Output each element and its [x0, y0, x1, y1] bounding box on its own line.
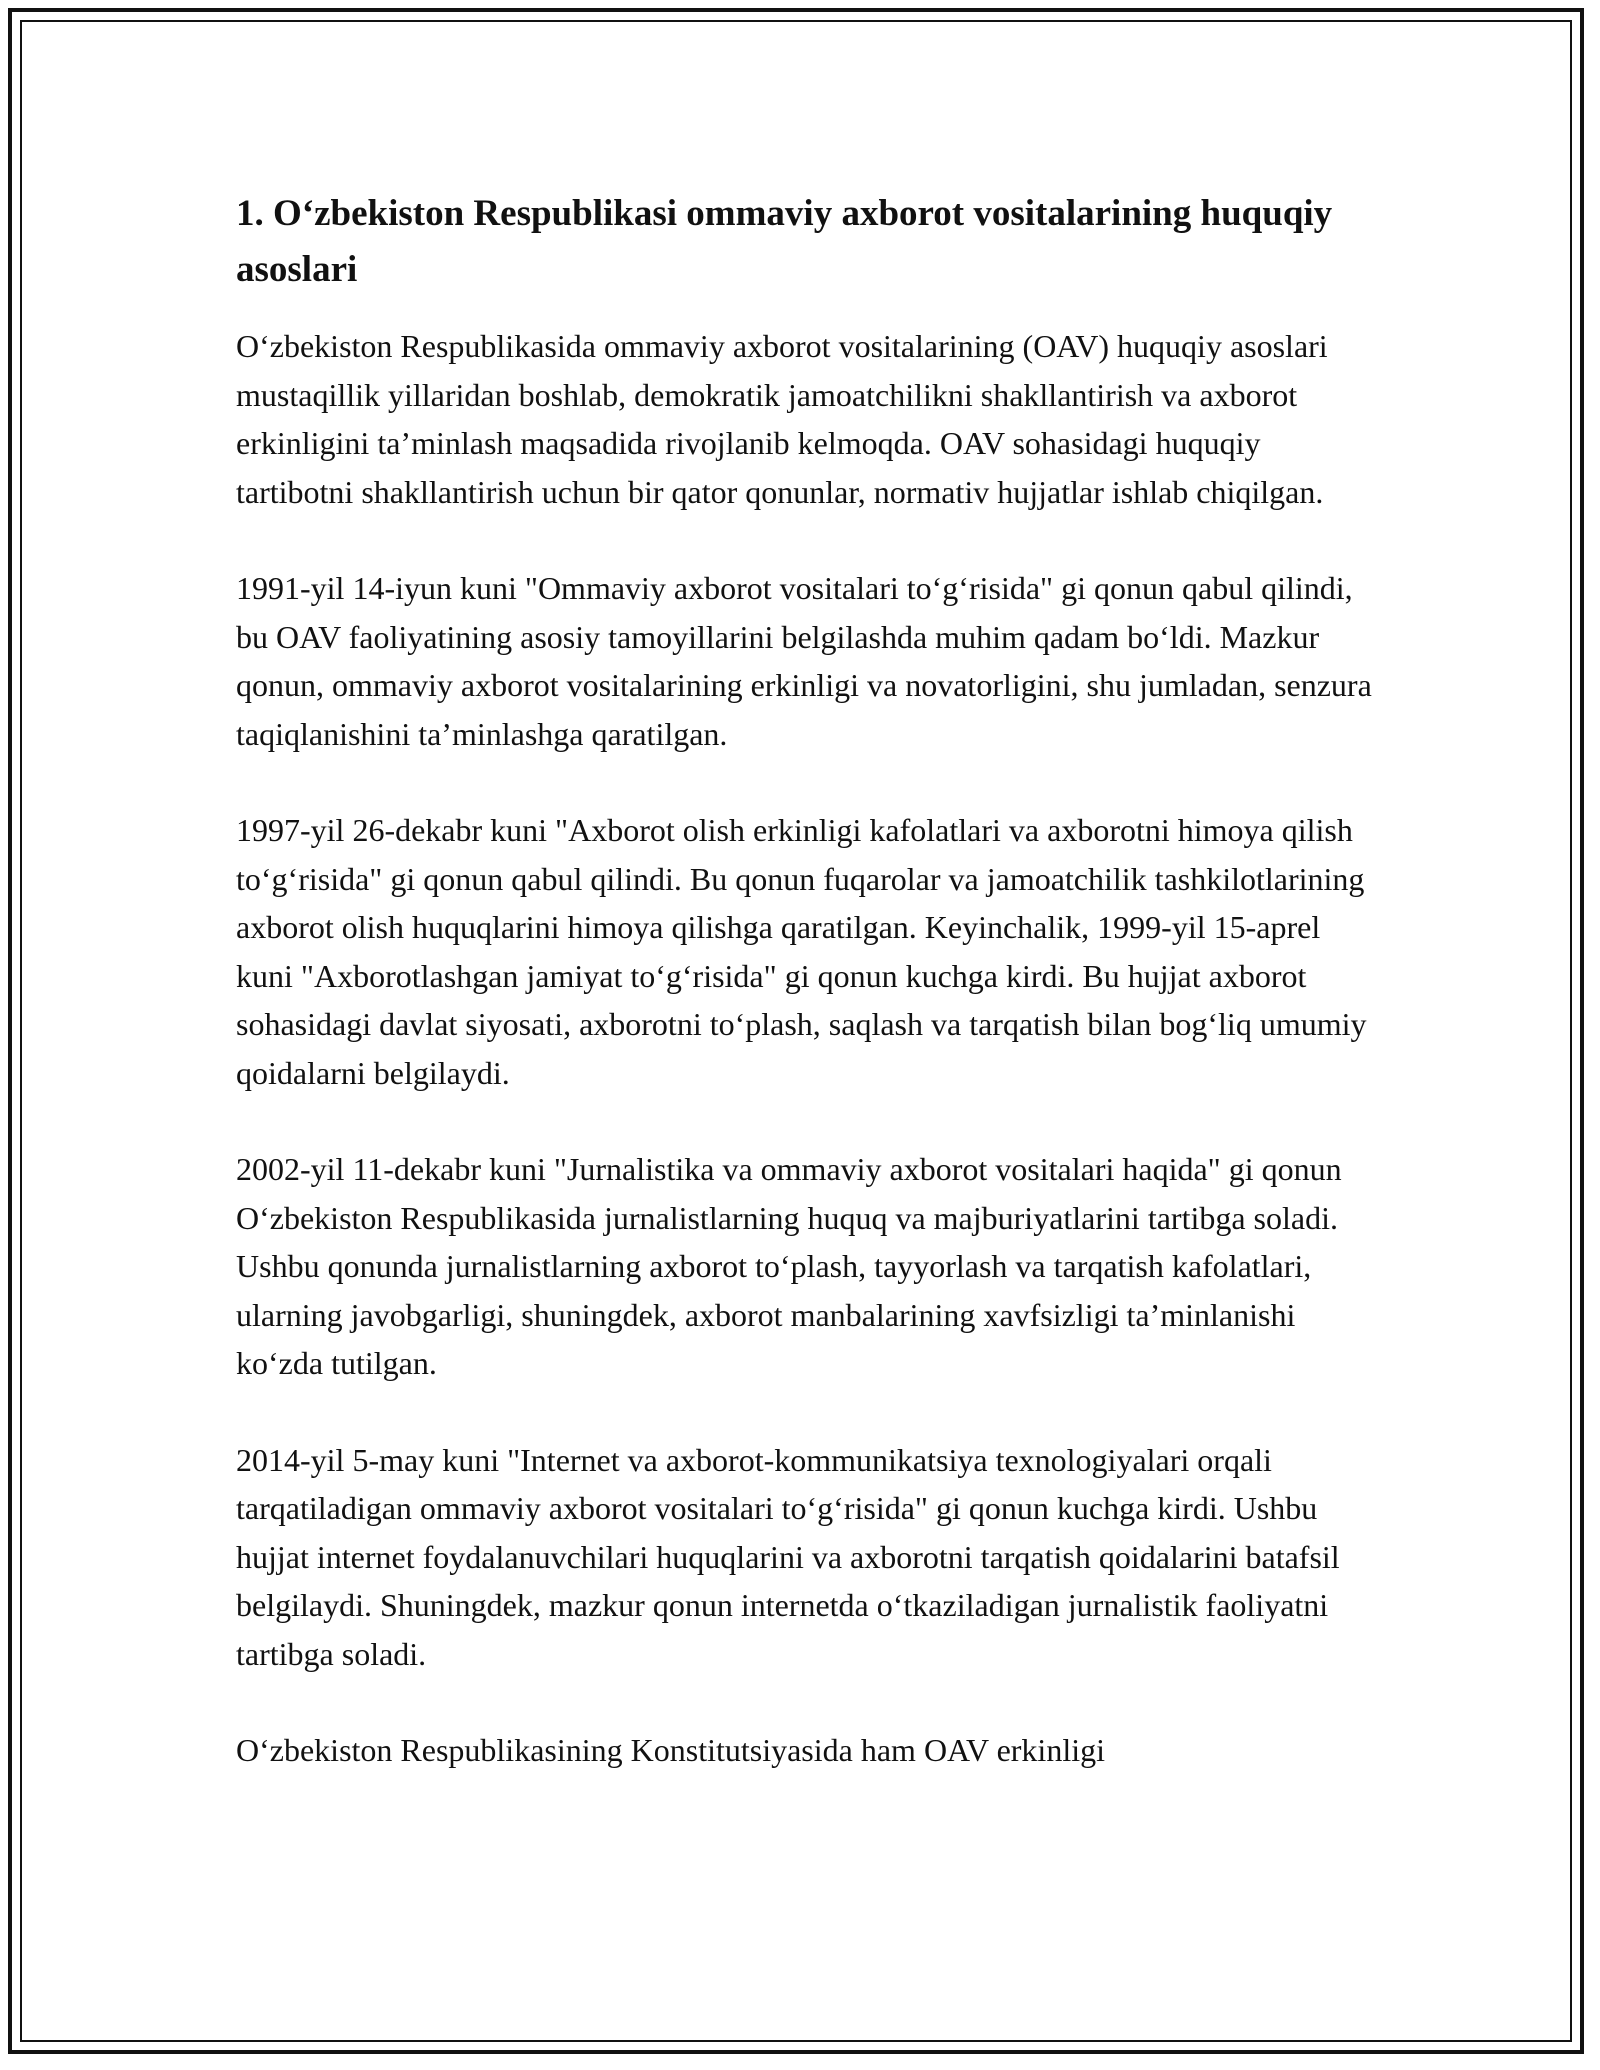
paragraph-constitution: O‘zbekiston Respublikasining Konstitutsiyasida ham OAV erkinligi	[236, 1732, 1105, 1768]
paragraph-1997-law: 1997-yil 26-dekabr kuni "Axborot olish erkinligi kafolatlari va axborotni himoya qilish to‘g‘risida" gi qonun qabul qilindi. Bu qonun fuqarolar va jamoatchilik tashkilotlarining axborot olish huquqlarini himoya qilishga qaratilgan. Keyinchalik, 1999-yil 15-aprel kuni "Axborotlashgan jamiyat to‘g‘risida" gi qonun kuchga kirdi. Bu hujjat axborot sohasidagi davlat siyosati, axborotni to‘plash, saqlash va tarqatish bilan bog‘liq umumiy qoidalarni belgilaydi.	[236, 812, 1367, 1091]
document-body	[236, 186, 1376, 1823]
paragraph-1991-law: 1991-yil 14-iyun kuni "Ommaviy axborot vositalari to‘g‘risida" gi qonun qabul qilindi, bu OAV faoliyatining asosiy tamoyillarini belgilashda muhim qadam bo‘ldi. Mazkur qonun, ommaviy axborot vositalarining erkinligi va novatorligini, shu jumladan, senzura taqiqlanishini ta’minlashga qaratilgan.	[236, 570, 1372, 752]
section-heading: 1. O‘zbekiston Respublikasi ommaviy axborot vositalarining huquqiy asoslari	[236, 193, 1333, 290]
paragraph-2002-law: 2002-yil 11-dekabr kuni "Jurnalistika va ommaviy axborot vositalari haqida" gi qonun O‘zbekiston Respublikasida jurnalistlarning huquq va majburiyatlarini tartibga soladi. Ushbu qonunda jurnalistlarning axborot to‘plash, tayyorlash va tarqatish kafolatlari, ularning javobgarligi, shuningdek, axborot manbalarining xavfsizligi ta’minlanishi ko‘zda tutilgan.	[236, 1151, 1342, 1381]
paragraph-intro: O‘zbekiston Respublikasida ommaviy axborot vositalarining (OAV) huquqiy asoslari mustaqillik yillaridan boshlab, demokratik jamoatchilikni shakllantirish va axborot erkinligini ta’minlash maqsadida rivojlanib kelmoqda. OAV sohasidagi huquqiy tartibotni shakllantirish uchun bir qator qonunlar, normativ hujjatlar ishlab chiqilgan.	[236, 328, 1328, 510]
paragraph-2014-law: 2014-yil 5-may kuni "Internet va axborot-kommunikatsiya texnologiyalari orqali tarqatiladigan ommaviy axborot vositalari to‘g‘risida" gi qonun kuchga kirdi. Ushbu hujjat internet foydalanuvchilari huquqlarini va axborotni tarqatish qoidalarini batafsil belgilaydi. Shuningdek, mazkur qonun internetda o‘tkaziladigan jurnalistik faoliyatni tartibga soladi.	[236, 1441, 1340, 1672]
